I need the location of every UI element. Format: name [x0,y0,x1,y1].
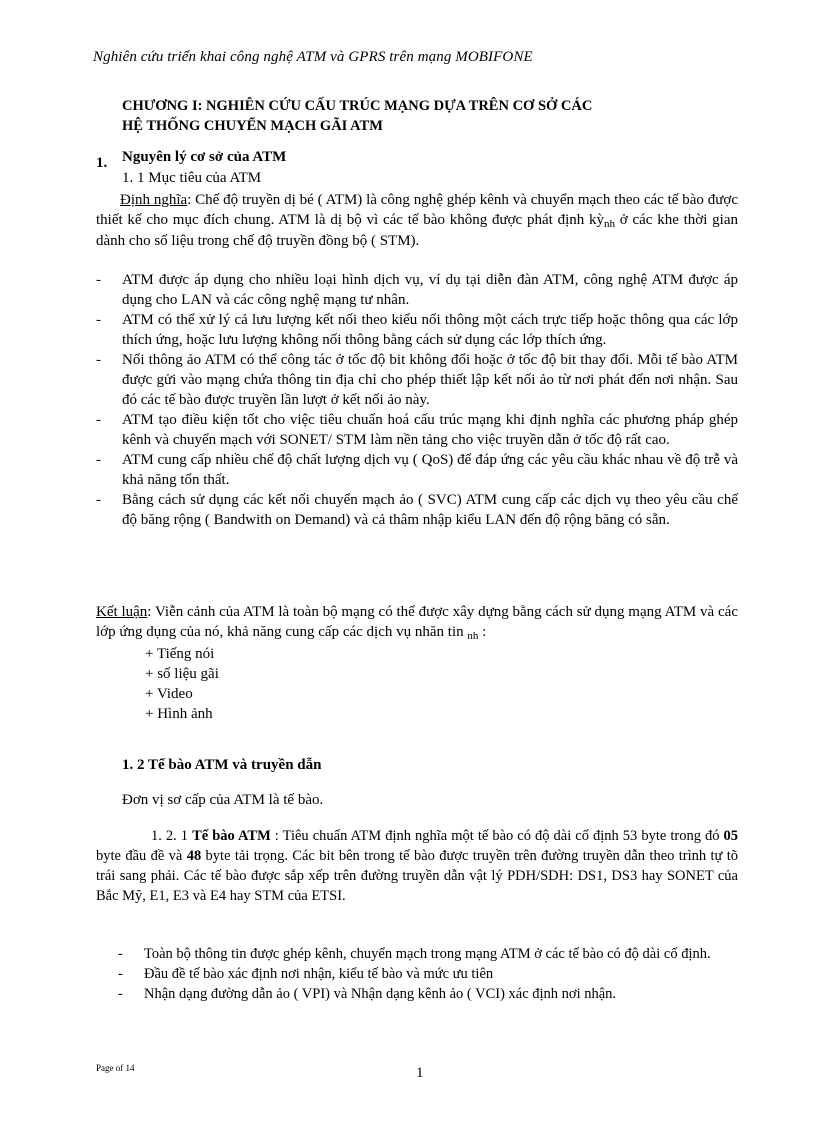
section1-number: 1. [96,155,108,171]
chapter-title-line1: CHƯƠNG I: NGHIÊN CỨU CẤU TRÚC MẠNG DỰA TRÊN CƠ SỞ CÁC [122,98,593,114]
list-item-text: ATM có thể xử lý cả lưu lượng kết nối theo kiểu nối thông một cách trực tiếp hoặc thông qua các lớp thích ứng, hoặc lưu lượng không nối thông bằng cách sử dụng các lớp thích ứng. [122,312,738,348]
footer-page-of: Page of 14 [96,1063,135,1073]
list-item-text: Nhận dạng đường dẫn ảo ( VPI) và Nhận dạng kênh ảo ( VCI) xác định nơi nhận. [144,986,617,1002]
list-item: + Video [145,686,193,702]
running-header: Nghiên cứu triển khai công nghệ ATM và GPRS trên mạng MOBIFONE [93,49,533,65]
cell-properties-list [118,944,740,1004]
list-item-text: Nối thông ảo ATM có thể công tác ở tốc độ bit không đổi hoặc ở tốc độ bit thay đổi. Mỗi tế bào ATM được gửi vào mạng chứa thông tin địa chỉ cho phép thiết lập kết nối ảo từ nơi phát đến nơi nhận. Sau đó các tế bào được truyền lần lượt ở kết nối ảo này. [122,352,738,408]
bullet-dash: - [118,986,123,1002]
definition-text-a: : Chế độ truyền dị bé ( ATM) là công nghệ ghép kênh và chuyển mạch theo các tế bào được thiết kế cho mục đích chung. ATM là dị bộ vì các tế bào không được phát định kỳ [96,192,738,228]
list-item [96,450,738,490]
conclusion-nh: nh [467,630,479,642]
list-item [96,270,738,310]
atm-features-list [96,270,738,530]
chapter-title [122,96,742,136]
conclusion-paragraph [96,602,738,643]
list-item: + Hình ảnh [145,706,213,722]
definition-text-b: ở các khe thời gian dành cho số liệu trong chế độ truyền đồng bộ ( STM). [96,212,738,249]
bullet-dash: - [96,412,101,428]
subsection-1-1-title: 1. 1 Mục tiêu của ATM [122,170,262,186]
list-item [96,350,738,410]
bullet-dash: - [96,272,101,288]
services-list [145,644,219,724]
paragraph-text: byte đầu đề và [96,848,187,864]
list-item [118,964,740,984]
bullet-dash: - [118,966,123,982]
conclusion-label: Kết luận [96,604,148,620]
bullet-dash: - [96,452,101,468]
header-bytes: 05 [723,828,739,844]
list-item-text: Đầu đề tế bào xác định nơi nhận, kiểu tế bào và mức ưu tiên [144,966,494,982]
list-item: + số liệu gãi [145,666,219,682]
definition-paragraph [96,190,738,251]
atm-cell-term: Tế bào ATM [192,828,271,844]
list-item: + Tiếng nói [145,646,215,662]
bullet-dash: - [96,492,101,508]
list-item-text: ATM cung cấp nhiều chế độ chất lượng dịch vụ ( QoS) để đáp ứng các yêu cầu khác nhau về độ trễ và khả năng tổn thất. [122,452,738,488]
atm-cell-paragraph [96,826,738,906]
list-item-text: ATM được áp dụng cho nhiều loại hình dịch vụ, ví dụ tại diễn đàn ATM, công nghệ ATM được áp dụng cho LAN và các công nghệ mạng tư nhân. [122,272,738,308]
list-item [96,310,738,350]
paragraph-text: : Tiêu chuẩn ATM định nghĩa một tế bào có độ dài cố định 53 byte trong đó [270,828,724,844]
footer-page-number: 1 [416,1065,424,1081]
list-item [118,984,740,1004]
definition-nh: nh [604,218,615,230]
list-item [118,944,740,964]
list-item [96,490,738,530]
payload-bytes: 48 [186,848,202,864]
bullet-dash: - [118,946,123,962]
list-item [96,410,738,450]
list-item-text: ATM tạo điều kiện tốt cho việc tiêu chuẩn hoá cấu trúc mạng khi định nghĩa các phương pháp ghép kênh và chuyển mạch với SONET/ STM làm nền tảng cho việc truyền dẫn ở tốc độ rất cao. [122,412,738,448]
paragraph-number: 1. 2. 1 [151,828,193,844]
paragraph-text: byte tải trọng. Các bit bên trong tế bào được truyền trên đường truyền dẫn theo trình tự tõ trái sang phải. Các tế bào được sắp xếp trên đường truyền dẫn vật lý PDH/SDH: DS1, DS3 hay SONET của Bắc Mỹ, E1, E3 và E4 hay STM của ETSI. [96,848,738,904]
bullet-dash: - [96,352,101,368]
list-item-text: Bằng cách sử dụng các kết nối chuyển mạch ảo ( SVC) ATM cung cấp các dịch vụ theo yêu cầu chế độ băng rộng ( Bandwith on Demand) và cả thâm nhập kiểu LAN đến độ rộng băng có sẵn. [122,492,738,528]
definition-label: Định nghĩa [120,192,188,208]
bullet-dash: - [96,312,101,328]
subsection-1-2-title: 1. 2 Tế bào ATM và truyền dẫn [122,757,322,773]
chapter-title-line2: HỆ THỐNG CHUYỂN MẠCH GÃI ATM [122,118,383,134]
unit-statement: Đơn vị sơ cấp của ATM là tế bào. [122,792,324,808]
conclusion-text: : Viễn cảnh của ATM là toàn bộ mạng có thể được xây dựng bằng cách sử dụng mạng ATM và các lớp ứng dụng của nó, khả năng cung cấp các dịch vụ nhăn tin [96,604,738,640]
list-item-text: Toàn bộ thông tin được ghép kênh, chuyển mạch trong mạng ATM ở các tế bào có độ dài cố định. [144,946,711,962]
conclusion-end: : [478,624,487,640]
section1-title: Nguyên lý cơ sở của ATM [122,149,287,165]
